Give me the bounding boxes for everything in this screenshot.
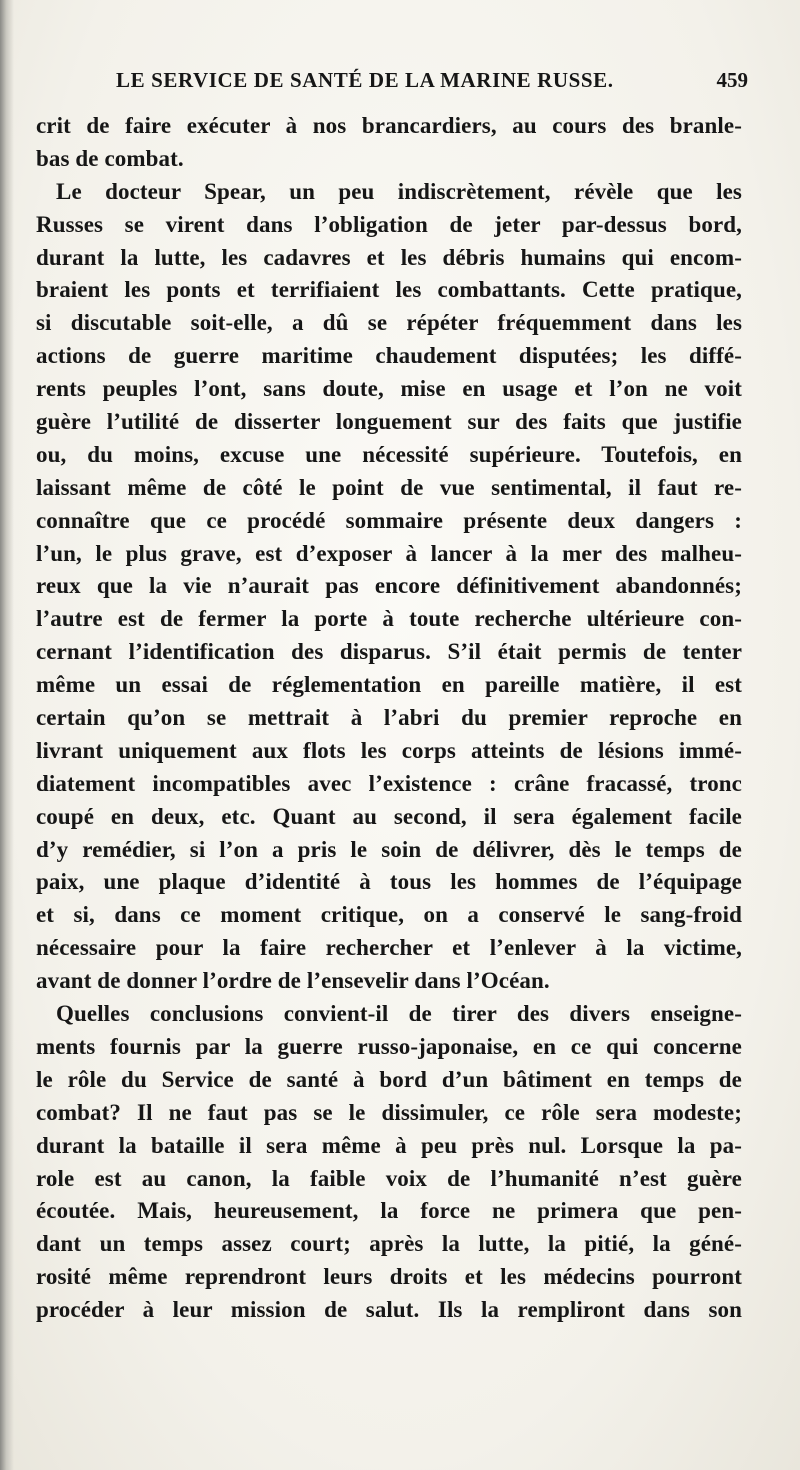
page-header xyxy=(116,68,748,102)
text-line: livrant uniquement aux flots les corps atteints de lésions immé- xyxy=(36,737,742,763)
text-line: l’autre est de fermer la porte à toute recherche ultérieure con- xyxy=(36,606,742,632)
text-line: combat? Il ne faut pas se le dissimuler, ce rôle sera modeste; xyxy=(36,1099,742,1125)
text-line: connaître que ce procédé sommaire présente deux dangers : xyxy=(36,507,742,533)
text-line: le rôle du Service de santé à bord d’un bâtiment en temps de xyxy=(36,1066,742,1092)
text-line: procéder à leur mission de salut. Ils la rempliront dans son xyxy=(36,1297,742,1323)
text-line: Le docteur Spear, un peu indiscrètement, révèle que les xyxy=(56,178,742,204)
text-line: durant la lutte, les cadavres et les débris humains qui encom- xyxy=(36,244,742,270)
running-title: LE SERVICE DE SANTÉ DE LA MARINE RUSSE. xyxy=(116,68,614,92)
text-line: ments fournis par la guerre russo-japonaise, en ce qui concerne xyxy=(36,1033,742,1059)
text-line: ou, du moins, excuse une nécessité supérieure. Toutefois, en xyxy=(36,441,742,467)
text-line: role est au canon, la faible voix de l’humanité n’est guère xyxy=(36,1165,742,1191)
text-line: actions de guerre maritime chaudement disputées; les diffé- xyxy=(36,343,742,369)
text-line: nécessaire pour la faire rechercher et l’enlever à la victime, xyxy=(36,935,742,961)
text-line: d’y remédier, si l’on a pris le soin de délivrer, dès le temps de xyxy=(36,836,742,862)
page-number: 459 xyxy=(716,68,748,92)
text-line: durant la bataille il sera même à peu près nul. Lorsque la pa- xyxy=(36,1132,742,1158)
text-line: dant un temps assez court; après la lutte, la pitié, la géné- xyxy=(36,1231,742,1257)
text-line: avant de donner l’ordre de l’ensevelir dans l’Océan. xyxy=(36,968,550,994)
text-line: Quelles conclusions convient-il de tirer des divers enseigne- xyxy=(56,1001,742,1027)
text-line: cernant l’identification des disparus. S’il était permis de tenter xyxy=(36,639,742,665)
page-binding-edge xyxy=(0,0,14,1470)
text-line: diatement incompatibles avec l’existence : crâne fracassé, tronc xyxy=(36,770,742,796)
text-line: Russes se virent dans l’obligation de jeter par-dessus bord, xyxy=(36,211,742,237)
text-line: même un essai de réglementation en pareille matière, il est xyxy=(36,672,742,698)
text-line: rents peuples l’ont, sans doute, mise en usage et l’on ne voit xyxy=(36,376,742,402)
text-line: et si, dans ce moment critique, on a conservé le sang-froid xyxy=(36,902,742,928)
text-line: guère l’utilité de disserter longuement sur des faits que justifie xyxy=(36,409,742,435)
text-line: bas de combat. xyxy=(36,145,184,171)
text-line: laissant même de côté le point de vue sentimental, il faut re- xyxy=(36,474,742,500)
text-line: paix, une plaque d’identité à tous les hommes de l’équipage xyxy=(36,869,742,895)
text-line: si discutable soit-elle, a dû se répéter fréquemment dans les xyxy=(36,310,742,336)
text-line: l’un, le plus grave, est d’exposer à lancer à la mer des malheu- xyxy=(36,540,742,566)
text-line: rosité même reprendront leurs droits et les médecins pourront xyxy=(36,1264,742,1290)
text-line: certain qu’on se mettrait à l’abri du premier reproche en xyxy=(36,705,742,731)
text-line: reux que la vie n’aurait pas encore définitivement abandonnés; xyxy=(36,573,742,599)
text-line: braient les ponts et terrifiaient les combattants. Cette pratique, xyxy=(36,277,742,303)
text-line: coupé en deux, etc. Quant au second, il sera également facile xyxy=(36,803,742,829)
body-text xyxy=(36,110,742,1327)
text-line: crit de faire exécuter à nos brancardiers, au cours des branle- xyxy=(36,113,742,138)
text-line: écoutée. Mais, heureusement, la force ne primera que pen- xyxy=(36,1198,742,1224)
